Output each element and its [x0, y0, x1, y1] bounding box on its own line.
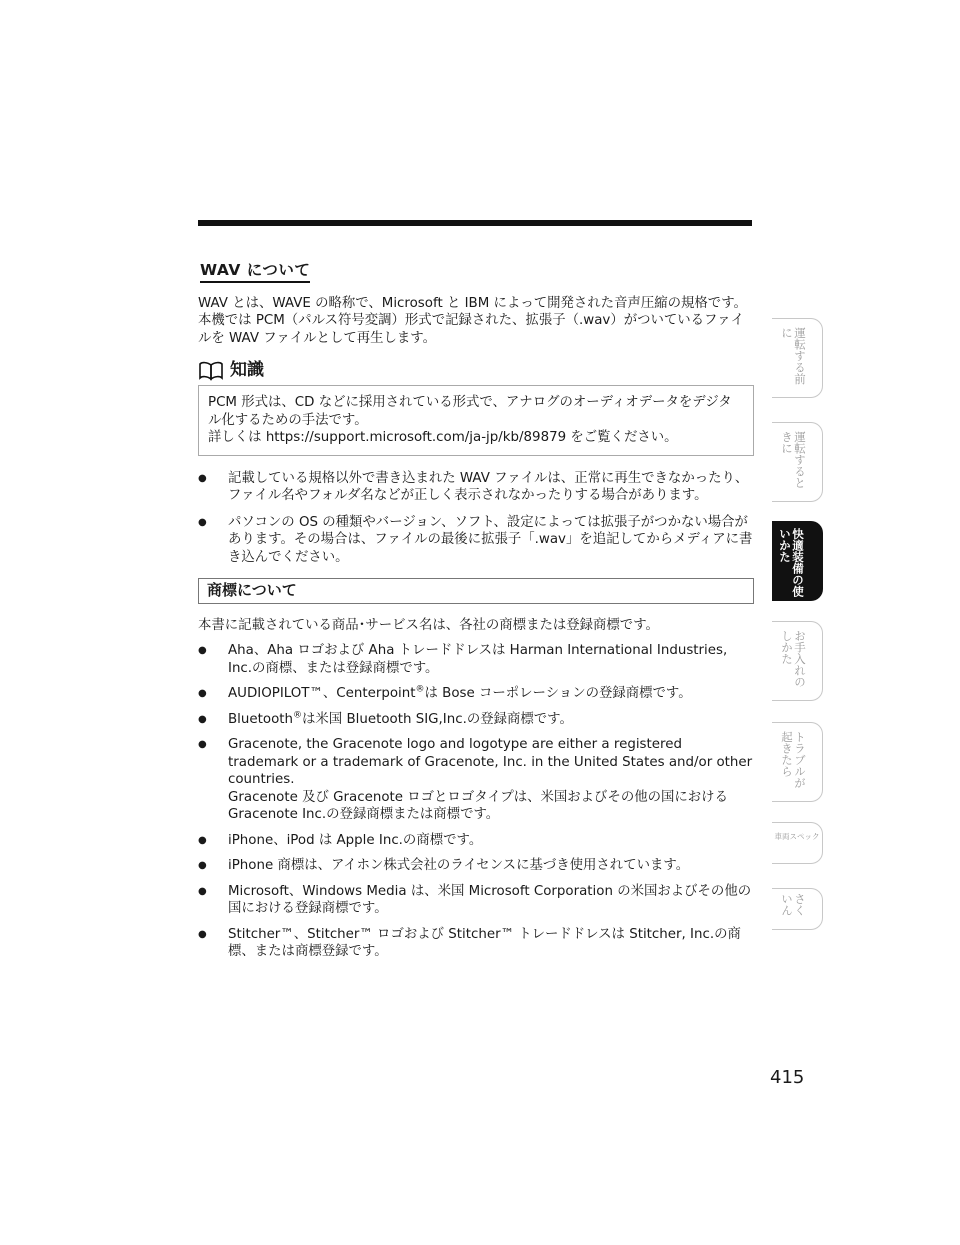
book-icon	[198, 361, 224, 381]
list-item: ● Stitcher™、Stitcher™ ロゴおよび Stitcher™ トレードドレスは Stitcher, Inc.の商標、または商標登録です。	[198, 926, 754, 961]
tab-before-driving[interactable]	[772, 318, 823, 398]
trademark-text: AUDIOPILOT™、Centerpoint	[228, 686, 416, 701]
registered-mark: ®	[293, 710, 303, 721]
wav-section-title: WAV について	[200, 262, 310, 283]
knowledge-line-1: PCM 形式は、CD などに採用されている形式で、アナログのオーディオデータをデジタル化するための手法です。	[208, 395, 732, 428]
tab-troubleshooting[interactable]	[772, 722, 823, 802]
wav-notes-list	[198, 470, 754, 567]
list-item: ● 記載している規格以外で書き込まれた WAV ファイルは、正常に再生できなかったり、ファイル名やフォルダ名などが正しく表示されなかったりする場合があります。	[198, 470, 754, 505]
knowledge-title: 知識	[230, 360, 264, 381]
gracenote-japanese: Gracenote 及び Gracenote ロゴとロゴタイプは、米国およびその他の国における Gracenote Inc.の登録商標または商標です。	[228, 789, 728, 822]
tab-label: 運転するときに	[780, 431, 807, 489]
tab-label: トラブルが起きたら	[780, 731, 807, 789]
knowledge-box	[198, 385, 754, 456]
tab-maintenance[interactable]	[772, 621, 823, 701]
tab-label: さくいん	[780, 893, 807, 916]
list-item: ● iPhone 商標は、アイホン株式会社のライセンスに基づき使用されています。	[198, 857, 754, 875]
tab-label: 運転する前に	[780, 327, 807, 385]
list-item: ● Aha、Aha ロゴおよび Aha トレードドレスは Harman International Industries, Inc.の商標、または登録商標です。	[198, 642, 754, 677]
tab-label: 車両スペック	[774, 832, 820, 841]
trademark-text: は Bose コーポレーションの登録商標です。	[424, 686, 692, 701]
list-item	[198, 685, 754, 703]
tab-label: お手入れのしかた	[780, 630, 807, 688]
knowledge-heading	[198, 361, 754, 381]
trademark-list	[198, 642, 754, 961]
tab-vehicle-specs[interactable]	[772, 822, 823, 864]
tab-index[interactable]	[772, 888, 823, 930]
tab-comfort-equipment[interactable]	[772, 521, 823, 601]
list-item	[198, 711, 754, 729]
header-rule	[198, 220, 752, 226]
list-item: ● パソコンの OS の種類やバージョン、ソフト、設定によっては拡張子がつかない場合があります。その場合は、ファイルの最後に拡張子「.wav」を追記してからメディアに書き込んでください。	[198, 514, 754, 567]
knowledge-line-2: 詳しくは https://support.microsoft.com/ja-jp/kb/89879 をご覧ください。	[208, 430, 678, 445]
wav-paragraph-1: WAV とは、WAVE の略称で、Microsoft と IBM によって開発された音声圧縮の規格です。	[198, 295, 747, 311]
list-item: ● Microsoft、Windows Media は、米国 Microsoft Corporation の米国およびその他の国における登録商標です。	[198, 883, 754, 918]
trademark-intro: 本書に記載されている商品･サービス名は、各社の商標または登録商標です。	[198, 617, 659, 633]
page-content	[198, 262, 754, 969]
page-number: 415	[770, 1067, 805, 1088]
trademark-text: Bluetooth	[228, 711, 294, 727]
trademark-section-title: 商標について	[198, 578, 754, 604]
list-item: ● iPhone、iPod は Apple Inc.の商標です。	[198, 832, 754, 850]
tab-while-driving[interactable]	[772, 422, 823, 502]
list-item	[198, 736, 754, 824]
tab-label: 快適装備の使いかた	[778, 528, 805, 597]
wav-paragraph-2: 本機では PCM（パルス符号変調）形式で記録された、拡張子（.wav）がついているファイルを WAV ファイルとして再生します。	[198, 313, 744, 346]
gracenote-english: ● Gracenote, the Gracenote logo and logotype are either a registered trademark or a trademark of Gracenote, Inc. in the United States and/or other countries.	[228, 737, 753, 787]
trademark-text: は米国 Bluetooth SIG,Inc.の登録商標です。	[302, 711, 573, 727]
registered-mark: ®	[415, 684, 425, 695]
